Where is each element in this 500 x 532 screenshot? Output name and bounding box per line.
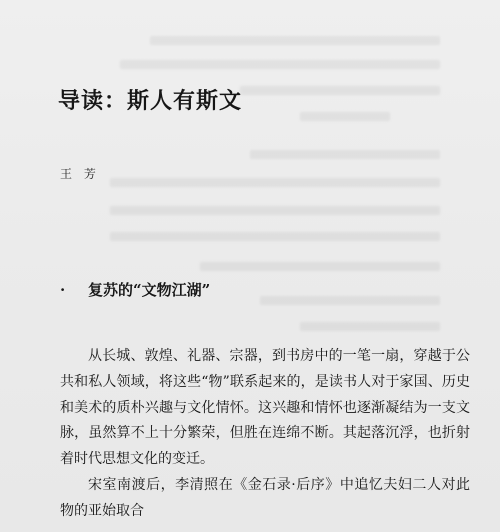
paragraph: 从长城、敦煌、礼器、宗器，到书房中的一笔一扇，穿越于公共和私人领域，将这些“物”联系起来的，是读书人对于家国、历史和美术的质朴兴趣与文化情怀。这兴趣和情怀也逐渐凝结为一支文脉，虽然算不上十分繁荣，但胜在连绵不断。其起落沉浮，也折射着时代思想文化的变迁。 xyxy=(60,348,470,468)
bleed-through-line xyxy=(120,60,440,69)
paragraph: 宋室南渡后，李清照在《金石录·后序》中追忆夫妇二人对此物的亚始取合 xyxy=(60,476,470,519)
bleed-through-line xyxy=(150,36,440,45)
section-heading xyxy=(60,279,210,300)
bleed-through-line xyxy=(110,206,440,215)
section-bullet: · xyxy=(60,281,66,299)
bleed-through-line xyxy=(110,232,440,241)
bleed-through-line xyxy=(250,150,440,159)
bleed-through-line xyxy=(240,86,440,95)
bleed-through-line xyxy=(300,322,440,331)
section-heading-text: 复苏的“文物江湖” xyxy=(88,281,211,299)
bleed-through-line xyxy=(110,178,440,187)
chapter-title: 导读：斯人有斯文 xyxy=(58,88,243,114)
bleed-through-line xyxy=(200,262,440,271)
bleed-through-line xyxy=(260,296,440,305)
bleed-through-line xyxy=(300,112,390,121)
body-text xyxy=(60,344,470,525)
author-name: 王 芳 xyxy=(60,167,100,181)
